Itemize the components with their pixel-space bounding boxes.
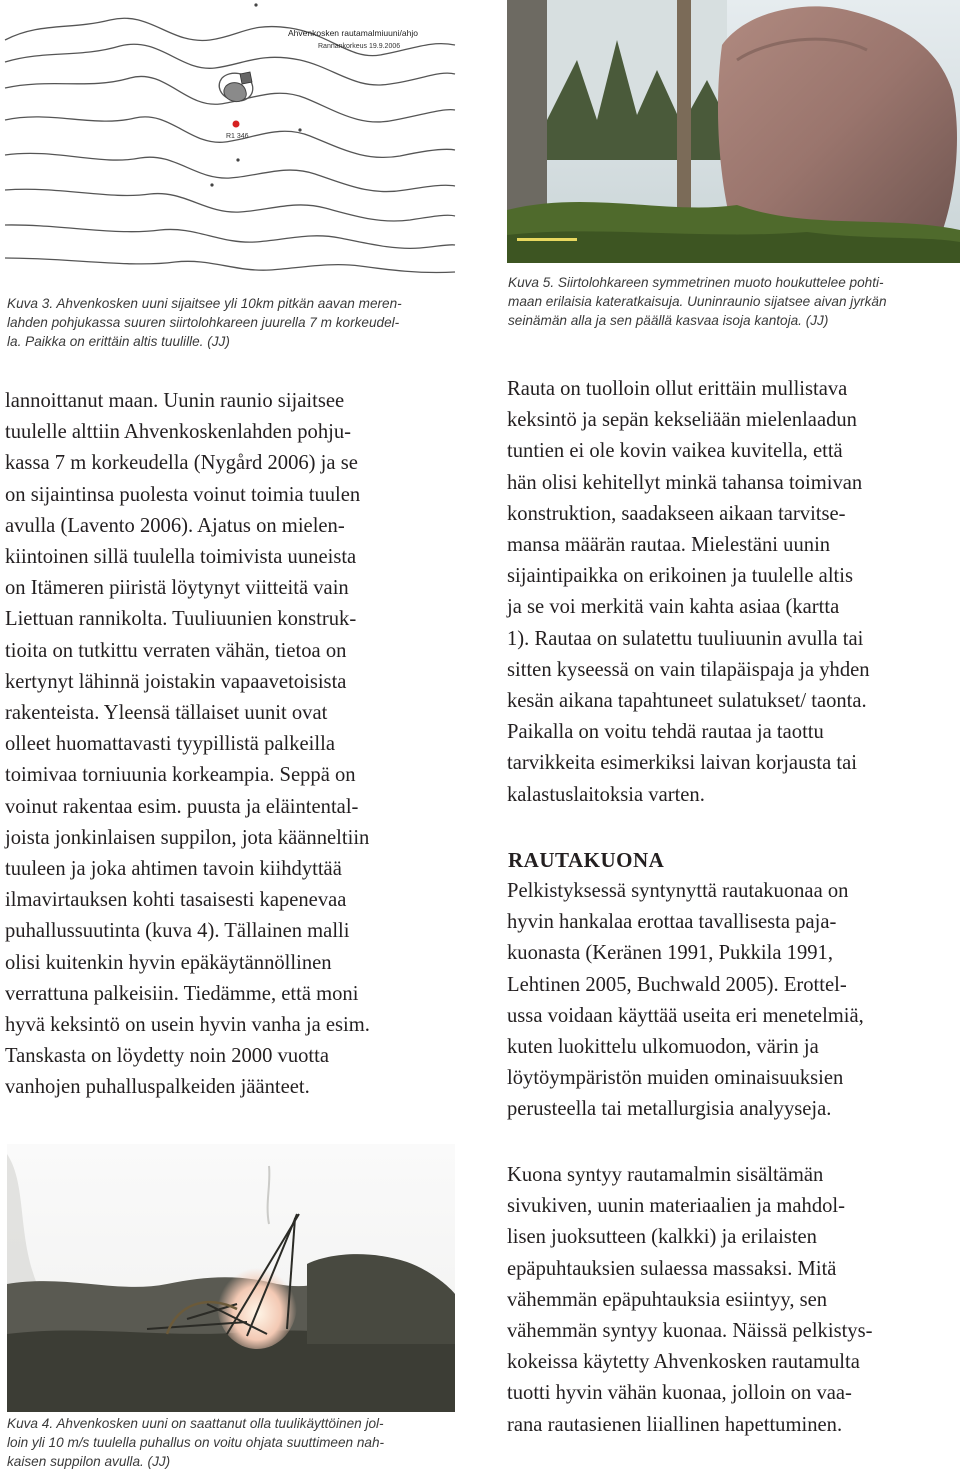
text-line: on sijaintinsa puolesta voinut toimia tuulen: [5, 483, 361, 506]
contour-map-image: [0, 0, 460, 290]
text-line: tuotti hyvin vähän kuonaa, jolloin on vaa-: [507, 1382, 852, 1405]
text-line: vanhojen puhalluspalkeiden jäänteet.: [5, 1076, 310, 1099]
text-line: sitten kyseessä on vain tilapäispaja ja yhden: [507, 658, 870, 681]
text-line: rakenteista. Yleensä tällaiset uunit ovat: [5, 702, 328, 725]
text-line: voinut rakentaa esim. puusta ja eläintental-: [5, 795, 359, 818]
text-line: olisi kuitenkin hyvin epäkäytännöllinen: [5, 951, 332, 974]
text-line: vähemmän epäpuhtauksia esiintyy, sen: [507, 1288, 828, 1311]
figure-5-caption: [508, 273, 958, 330]
caption-line: kaisen suppilon avulla. (JJ): [7, 1454, 171, 1469]
caption-line: Kuva 5. Siirtolohkareen symmetrinen muoto houkuttelee pohti-: [508, 275, 884, 290]
text-line: tuulelle alttiin Ahvenkoskenlahden pohju-: [5, 421, 352, 444]
caption-line: maan erilaisia kateratkaisuja. Uuninraunio sijatsee aivan jyrkän: [508, 294, 887, 309]
text-line: hän olisi kehitellyt minkä tahansa toimivan: [507, 471, 863, 494]
boulder-photo-image: [507, 0, 960, 263]
text-line: konstruktion, saadakseen aikaan tarvitse-: [507, 502, 846, 525]
caption-line: lahden pohjukassa suuren siirtolohkareen juurella 7 m korkeudel-: [7, 315, 400, 330]
text-line: on Itämeren piiristä löytynyt viitteitä vain: [5, 577, 349, 600]
caption-line: la. Paikka on erittäin altis tuulille. (JJ): [7, 334, 230, 349]
text-line: kuonasta (Keränen 1991, Pukkila 1991,: [507, 942, 834, 965]
text-line: ussa voidaan käyttää useita eri menetelmiä,: [507, 1004, 864, 1027]
text-line: Lehtinen 2005, Buchwald 2005). Erottel-: [507, 973, 847, 996]
map-subtitle: Rannankorkeus 19.9.2006: [318, 43, 401, 50]
furnace-photo-image: [7, 1144, 455, 1412]
text-line: hyvin hankalaa erottaa tavallisesta paja-: [507, 911, 837, 934]
text-line: löytöympäristön muiden ominaisuuksien: [507, 1067, 844, 1090]
figure-4-caption: [7, 1414, 457, 1471]
right-column-paragraph-1: [507, 374, 957, 811]
text-line: kuten luokittelu ulkomuodon, värin ja: [507, 1036, 819, 1059]
text-line: keksintö ja sepän kekseliään mielenlaadun: [507, 409, 857, 432]
caption-line: Kuva 4. Ahvenkosken uuni on saattanut olla tuulikäyttöinen jol-: [7, 1416, 384, 1431]
text-line: tuntien ei ole kovin vaikea kuvitella, että: [507, 440, 843, 463]
text-line: ilmavirtauksen kohti tasaisesti kapenevaa: [5, 889, 347, 912]
text-line: olleet huomattavasti tyypillistä palkeilla: [5, 733, 335, 756]
right-column-paragraph-3: [507, 1160, 957, 1441]
text-line: lannoittanut maan. Uunin raunio sijaitsee: [5, 390, 345, 412]
caption-line: loin yli 10 m/s tuulella puhallus on voitu ohjata suuttimeen nah-: [7, 1435, 385, 1450]
text-line: joista jonkinlaisen suppilon, jota käänneltiin: [5, 826, 370, 849]
caption-line: seinämän alla ja sen päällä kasvaa isoja kantoja. (JJ): [508, 313, 829, 328]
site-marker-icon: [233, 121, 240, 128]
text-line: kokeissa käytetty Ahvenkosken rautamulta: [507, 1351, 860, 1374]
text-line: rana rautasienen liiallinen hapettuminen.: [507, 1413, 843, 1436]
text-line: ja se voi merkitä vain kahta asiaa (kartta: [507, 596, 840, 619]
text-line: sijaintipaikka on erikoinen ja tuulelle altis: [507, 565, 854, 588]
text-line: mansa määrän rautaa. Mielestäni uunin: [507, 534, 831, 557]
text-line: toimivaa torniuunia korkeampia. Seppä on: [5, 764, 356, 787]
text-line: kiintoinen sillä tuulella toimivista uuneista: [5, 546, 357, 569]
boulder-photo-figure: [507, 0, 960, 263]
right-column-paragraph-2: [507, 876, 957, 1126]
text-line: puhallussuutinta (kuva 4). Tällainen malli: [5, 920, 350, 943]
text-line: kalastuslaitoksia varten.: [507, 783, 705, 806]
text-line: tarvikkeita esimerkiksi laivan korjausta tai: [507, 752, 857, 775]
left-column-text: [5, 386, 455, 1104]
section-heading: RAUTAKUONA: [508, 848, 665, 872]
text-line: epäpuhtauksien sulaessa massaksi. Mitä: [507, 1257, 837, 1280]
text-line: Kuona syntyy rautamalmin sisältämän: [507, 1164, 824, 1186]
text-line: verrattuna palkeisiin. Tiedämme, että moni: [5, 982, 359, 1005]
text-line: lisen juoksutteen (kalkki) ja erilaisten: [507, 1226, 817, 1249]
text-line: kesän aikana tapahtuneet sulatukset/ taonta.: [507, 690, 867, 713]
text-line: sivukiven, uunin materiaalien ja mahdol-: [507, 1195, 845, 1218]
map-point-label: R1 346: [226, 133, 249, 140]
map-figure: [0, 0, 460, 290]
text-line: vähemmän syntyy kuonaa. Näissä pelkistys-: [507, 1320, 873, 1343]
text-line: perusteella tai metallurgisia analyyseja.: [507, 1098, 832, 1121]
figure-3-caption: [7, 294, 457, 351]
furnace-photo-figure: [7, 1144, 455, 1412]
text-line: Liettuan rannikolta. Tuuliuunien konstruk-: [5, 608, 357, 631]
text-line: kassa 7 m korkeudella (Nygård 2006) ja se: [5, 452, 358, 475]
text-line: tioita on tutkittu verraten vähän, tietoa on: [5, 639, 347, 662]
text-line: Rauta on tuolloin ollut erittäin mullistava: [507, 378, 848, 400]
text-line: tuuleen ja joka ahtimen tavoin kiihdyttää: [5, 858, 342, 881]
text-line: avulla (Lavento 2006). Ajatus on mielen-: [5, 514, 345, 537]
caption-line: Kuva 3. Ahvenkosken uuni sijaitsee yli 10km pitkän aavan meren-: [7, 296, 402, 311]
map-title: Ahvenkosken rautamalmiuuni/ahjo: [288, 28, 418, 38]
text-line: Pelkistyksessä syntynyttä rautakuonaa on: [507, 880, 849, 902]
text-line: kertynyt lähinnä joistakin vapaavetoisista: [5, 670, 347, 693]
text-line: 1). Rautaa on sulatettu tuuliuunin avulla tai: [507, 627, 864, 650]
text-line: hyvä keksintö on usein hyvin vanha ja esim.: [5, 1014, 370, 1037]
text-line: Tanskasta on löydetty noin 2000 vuotta: [5, 1045, 330, 1068]
text-line: Paikalla on voitu tehdä rautaa ja taottu: [507, 721, 824, 744]
